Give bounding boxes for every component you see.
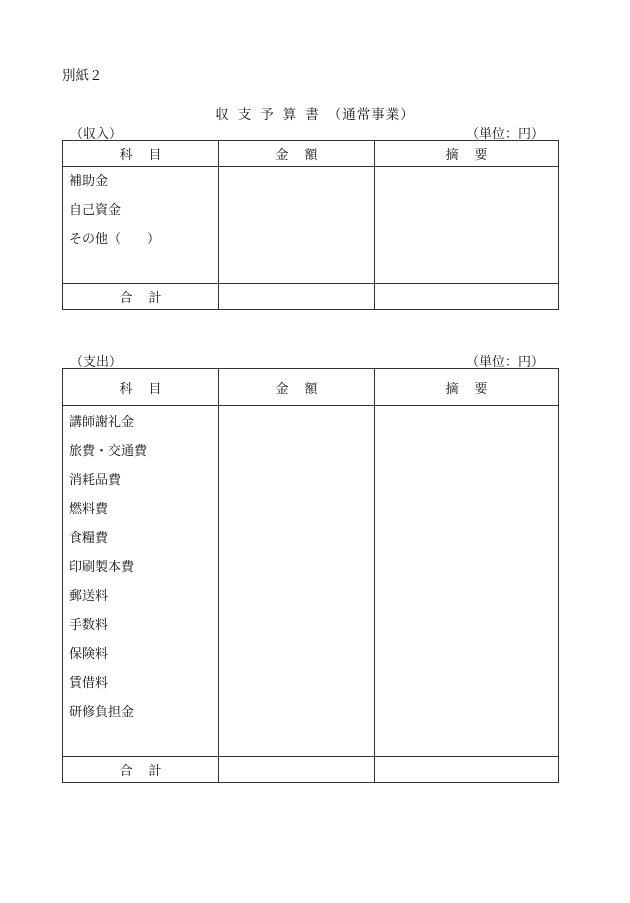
title-sub: （通常事業） (327, 107, 415, 123)
expense-item: 食糧費 (69, 531, 109, 546)
expense-item: 手数料 (69, 618, 109, 633)
expense-item: 燃料費 (69, 502, 109, 517)
expense-header-row (63, 369, 559, 406)
expense-item: 印刷製本費 (69, 560, 135, 575)
title-main: 収支予算書 (215, 107, 328, 123)
expense-total-row (63, 757, 559, 783)
income-amount-cell[interactable] (219, 167, 375, 284)
header-subject: 科目 (63, 369, 219, 406)
expense-total-label: 合計 (63, 757, 219, 783)
income-total-label: 合計 (63, 284, 219, 310)
income-items-row (63, 167, 559, 284)
expense-total-amount[interactable] (219, 757, 375, 783)
header-remarks: 摘要 (375, 369, 559, 406)
income-item: 補助金 (69, 174, 109, 189)
income-total-row (63, 284, 559, 310)
expense-unit-label: （単位：円） (466, 355, 545, 370)
header-amount: 金額 (219, 369, 375, 406)
header-remarks: 摘要 (375, 141, 559, 167)
expense-item: 郵送料 (69, 589, 109, 604)
income-table (62, 140, 559, 310)
expense-item: 講師謝礼金 (69, 415, 135, 430)
expense-remarks-cell[interactable] (375, 406, 559, 757)
income-remarks-cell[interactable] (375, 167, 559, 284)
expense-section-label: （支出） (70, 355, 123, 370)
expense-item: 賃借料 (69, 676, 109, 691)
document-title (0, 103, 630, 123)
income-section-label: （収入） (70, 127, 123, 142)
header-subject: 科目 (63, 141, 219, 167)
expense-table (62, 368, 559, 783)
header-amount: 金額 (219, 141, 375, 167)
income-total-amount[interactable] (219, 284, 375, 310)
expense-items-row (63, 406, 559, 757)
income-header-row (63, 141, 559, 167)
income-items-cell (63, 167, 219, 284)
expense-items-cell (63, 406, 219, 757)
attachment-label: 別紙２ (62, 68, 103, 84)
income-item-other: その他（ ） (69, 232, 161, 247)
income-total-remarks[interactable] (375, 284, 559, 310)
expense-item: 消耗品費 (69, 473, 122, 488)
expense-item: 研修負担金 (69, 705, 135, 720)
expense-amount-cell[interactable] (219, 406, 375, 757)
income-item: 自己資金 (69, 203, 122, 218)
expense-total-remarks[interactable] (375, 757, 559, 783)
expense-item: 旅費・交通費 (69, 444, 148, 459)
expense-item: 保険料 (69, 647, 109, 662)
income-unit-label: （単位：円） (466, 127, 545, 142)
